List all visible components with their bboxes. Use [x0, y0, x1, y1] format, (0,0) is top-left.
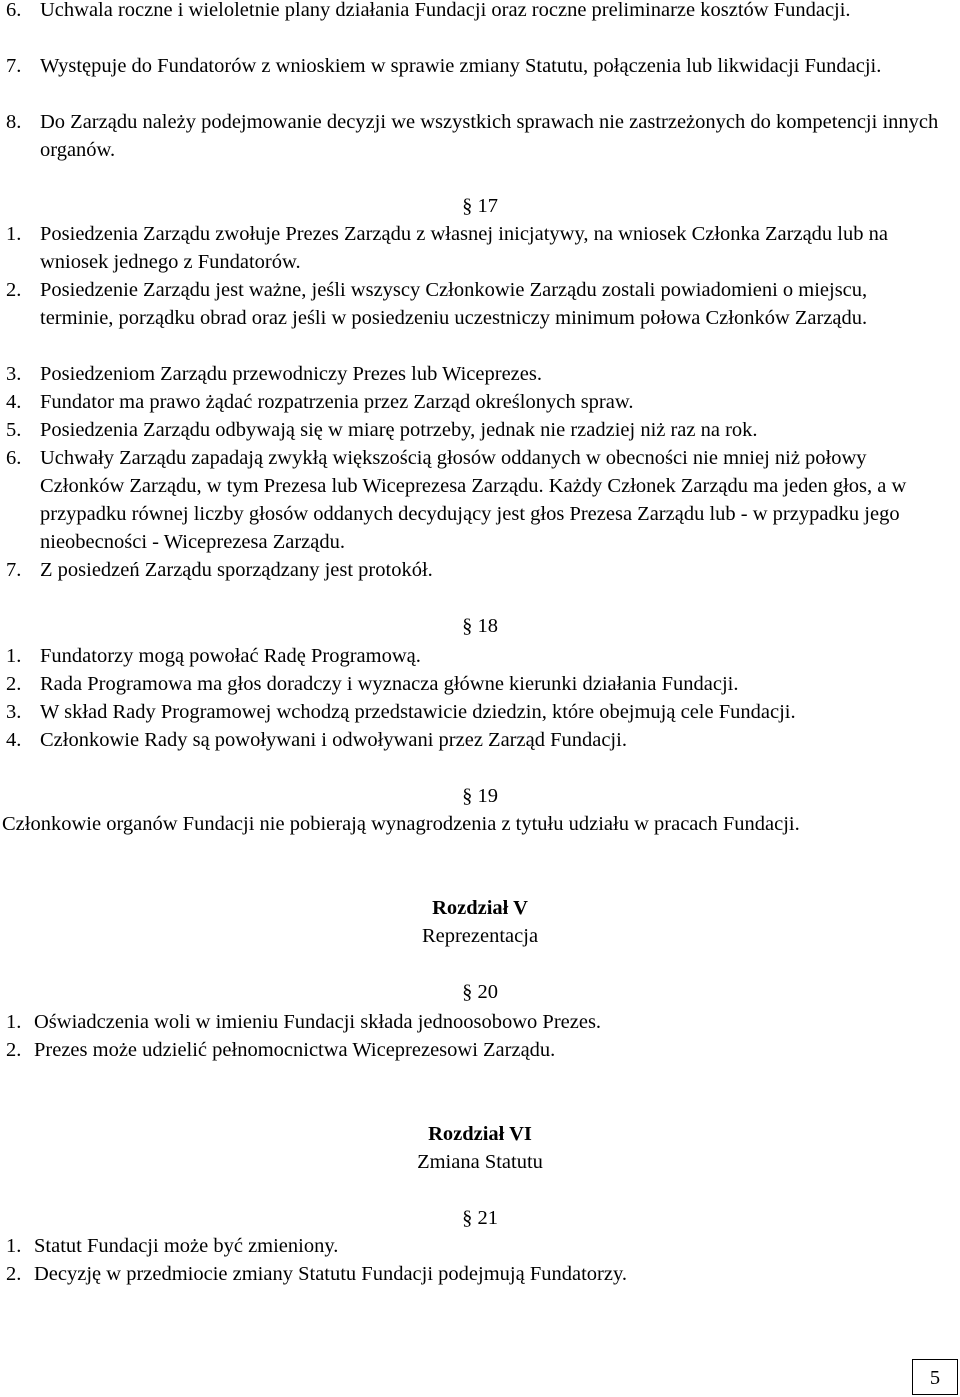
item-text: Rada Programowa ma głos doradczy i wyznacza główne kierunki działania Fundacji. [40, 673, 739, 695]
list-item [0, 388, 940, 416]
section-heading-18: § 18 [462, 615, 498, 637]
item-text: Oświadczenia woli w imieniu Fundacji składa jednoosobowo Prezes. [34, 1011, 602, 1033]
item-number: 6. [6, 447, 22, 469]
item-number: 4. [6, 391, 22, 413]
item-number: 2. [6, 1263, 22, 1285]
item-number: 2. [6, 1039, 22, 1061]
item-number: 1. [6, 645, 22, 667]
item-text: Fundatorzy mogą powołać Radę Programową. [40, 645, 421, 667]
item-text: Decyzję w przedmiocie zmiany Statutu Fundacji podejmują Fundatorzy. [34, 1263, 627, 1285]
page-number: 5 [912, 1359, 958, 1395]
section-heading-21: § 21 [462, 1207, 498, 1229]
item-number: 4. [6, 729, 22, 751]
item-text: Posiedzenia Zarządu odbywają się w miarę potrzeby, jednak nie rzadziej niż raz na rok. [40, 419, 758, 441]
list-item [0, 276, 940, 332]
item-number: 7. [6, 55, 22, 77]
item-text: Statut Fundacji może być zmieniony. [34, 1235, 339, 1257]
list-item [0, 670, 940, 698]
list-item [0, 556, 940, 584]
item-text: Posiedzenia Zarządu zwołuje Prezes Zarządu z własnej inicjatywy, na wniosek Członka Zarządu lub na wniosek jednego z Fundatorów. [40, 223, 888, 273]
chapter-subtitle: Reprezentacja [421, 925, 539, 947]
item-text: Członkowie Rady są powoływani i odwoływani przez Zarząd Fundacji. [40, 729, 627, 751]
item-number: 1. [6, 1011, 22, 1033]
item-number: 7. [6, 559, 22, 581]
chapter-title: Rozdział VI [428, 1123, 532, 1145]
item-number: 2. [6, 279, 22, 301]
list-item [0, 360, 940, 388]
list-item [0, 1232, 940, 1260]
section-heading-20: § 20 [462, 981, 498, 1003]
list-item [0, 108, 940, 164]
list-item [0, 726, 940, 754]
list-item [0, 698, 940, 726]
item-number: 8. [6, 111, 22, 133]
item-number: 2. [6, 673, 22, 695]
list-item [0, 444, 940, 556]
item-text: Fundator ma prawo żądać rozpatrzenia przez Zarząd określonych spraw. [40, 391, 634, 413]
list-item [0, 0, 940, 24]
item-text: Posiedzenie Zarządu jest ważne, jeśli wszyscy Członkowie Zarządu zostali powiadomieni o miejscu, terminie, porządku obrad oraz jeśli w posiedzeniu uczestniczy minimum połowa Członków Zarządu. [40, 279, 868, 329]
item-text: Posiedzeniom Zarządu przewodniczy Prezes lub Wiceprezes. [40, 363, 542, 385]
item-text: W skład Rady Programowej wchodzą przedstawicie dziedzin, które obejmują cele Fundacji. [40, 701, 796, 723]
item-number: 3. [6, 363, 22, 385]
item-number: 6. [6, 0, 22, 21]
item-number: 5. [6, 419, 22, 441]
item-text: Prezes może udzielić pełnomocnictwa Wiceprezesowi Zarządu. [34, 1039, 556, 1061]
list-item [0, 1036, 940, 1064]
chapter-heading [0, 894, 960, 950]
item-text: Do Zarządu należy podejmowanie decyzji we wszystkich sprawach nie zastrzeżonych do kompetencji innych organów. [40, 111, 939, 161]
item-text: Z posiedzeń Zarządu sporządzany jest protokół. [40, 559, 433, 581]
chapter-heading [0, 1120, 960, 1176]
item-text: Występuje do Fundatorów z wnioskiem w sprawie zmiany Statutu, połączenia lub likwidacji Fundacji. [40, 55, 882, 77]
item-number: 1. [6, 1235, 22, 1257]
item-number: 3. [6, 701, 22, 723]
section-heading-19: § 19 [462, 785, 498, 807]
list-item [0, 52, 940, 80]
list-item [0, 1260, 940, 1288]
chapter-subtitle: Zmiana Statutu [417, 1151, 543, 1173]
list-item [0, 1008, 940, 1036]
list-item [0, 642, 940, 670]
item-number: 1. [6, 223, 22, 245]
item-text: Uchwały Zarządu zapadają zwykłą większością głosów oddanych w obecności nie mniej niż połowy Członków Zarządu, w tym Prezesa lub Wiceprezesa Zarządu. Każdy Członek Zarządu ma jeden głos, a w przypadku równej liczby głosów oddanych decydujący jest głos Prezesa Zarządu lub - w przypadku jego nieobecności - Wiceprezesa Zarządu. [40, 447, 907, 553]
list-item [0, 416, 940, 444]
paragraph: Członkowie organów Fundacji nie pobierają wynagrodzenia z tytułu udziału w pracach Fundacji. [2, 813, 800, 835]
section-heading-17: § 17 [462, 195, 498, 217]
chapter-title: Rozdział V [432, 897, 528, 919]
list-item [0, 220, 940, 276]
item-text: Uchwala roczne i wieloletnie plany działania Fundacji oraz roczne preliminarze kosztów Fundacji. [40, 0, 851, 21]
